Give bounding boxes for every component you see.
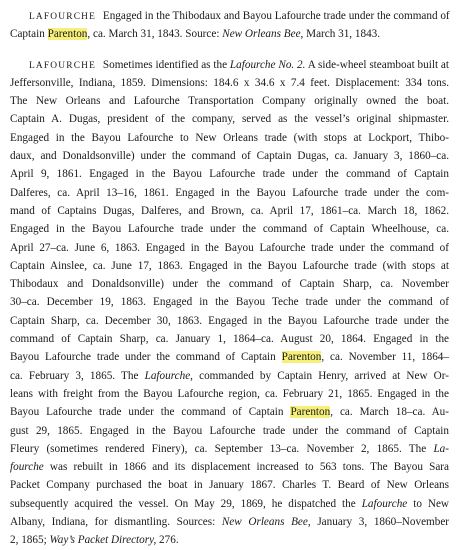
text-line: command of Captain Sharp, ca. January 1, 1864–ca. August 20, 1864. Engaged in the: [10, 333, 449, 346]
text-line: Bayou Lafourche trade under the command of Captain Parenton, ca. November 11, 1864–: [10, 351, 449, 364]
text-line: Thibodaux and Donaldsonville) under the command of Captain Sharp, ca. November: [10, 278, 449, 291]
source-title: Way’s Packet Directory,: [49, 534, 157, 547]
text-line: subsequently acquired the vessel. On May 29, 1869, he dispatched the Lafourche to New: [10, 497, 450, 510]
text-line: April 9, 1861. Engaged in the Bayou Lafourche trade under the command of Captain: [10, 168, 449, 181]
text-line: The New Orleans and Lafourche Transportation Company originally owned the boat.: [10, 95, 449, 108]
text-line: daux, and Donaldsonville) under the command of Captain Dugas, ca. January 3, 1860–ca.: [10, 150, 449, 163]
vessel-name: La-: [433, 442, 449, 455]
text-line: gust 29, 1865. Engaged in the Bayou Lafourche trade under the command of Captain: [10, 424, 449, 437]
vessel-name: Lafourche,: [144, 369, 193, 382]
text-line: mand of Captains Dugas, Dalferes, and Brown, ca. April 17, 1861–ca. March 18, 1862.: [10, 204, 449, 217]
text-line: Captain A. Dugas, president of the company, served as the vessel’s original shipmaster.: [10, 113, 449, 126]
text-line: ca. February 3, 1865. The Lafourche, commanded by Captain Henry, arrived at New Or-: [10, 369, 449, 382]
highlighted-name: Parenton: [290, 406, 331, 419]
vessel-name: Lafourche No. 2.: [229, 58, 306, 71]
highlighted-name: Parenton: [47, 28, 88, 41]
text-line: Captain Sharp, ca. December 30, 1863. Engaged in the Bayou Lafourche trade under the: [10, 314, 449, 327]
text-line: Jeffersonville, Indiana, 1859. Dimensions: 184.6 x 34.6 x 7.4 feet. Displacement: 334 tons.: [10, 76, 449, 89]
text-line: Fleury (sometimes rendered Finery), ca. September 13–ca. November 2, 1865. The La-: [10, 442, 449, 455]
entry-lafourche-1: [10, 7, 449, 44]
text-line: April 27–ca. June 6, 1863. Engaged in the Bayou Lafourche trade under the command of: [10, 241, 449, 254]
text-line: Packet Company purchased the boat in January 1867. Charles T. Beard of New Orleans: [10, 479, 449, 492]
text-line: Engaged in the Bayou Lafourche to New Orleans trade (with stops at Lockport, Thibo-: [10, 131, 449, 144]
text-line: Albany, Indiana, for dismantling. Sources: New Orleans Bee, January 3, 1860–November: [10, 516, 450, 529]
text-line: Bayou Lafourche trade under the command of Captain Parenton, ca. March 18–ca. Au-: [10, 406, 449, 419]
text-line: Captain Parenton, ca. March 31, 1843. Source: New Orleans Bee, March 31, 1843.: [10, 28, 381, 41]
text-line: Dalferes, ca. April 13–16, 1861. Engaged in the Bayou Lafourche trade under the com-: [10, 186, 449, 199]
vessel-name: fourche: [10, 461, 44, 474]
highlighted-name: Parenton: [281, 351, 322, 364]
source-title: New Orleans Bee,: [222, 28, 304, 41]
entry-lafourche-2: [10, 56, 449, 550]
text-line: LAFOURCHE Engaged in the Thibodaux and Bayou Lafourche trade under the command of: [29, 10, 450, 22]
text-line: LAFOURCHE Sometimes identified as the Lafourche No. 2. A side-wheel steamboat built at: [29, 58, 449, 71]
text-line: 2, 1865; Way’s Packet Directory, 276.: [10, 534, 179, 547]
text-line: fourche was rebuilt in 1866 and its displacement increased to 563 tons. The Bayou Sara: [10, 461, 449, 474]
text-line: Engaged in the Bayou Lafourche trade under the command of Captain Wheelhouse, ca.: [10, 223, 449, 236]
vessel-name: Lafourche: [361, 497, 408, 510]
entry-heading: LAFOURCHE: [29, 60, 97, 71]
text-line: 30–ca. December 19, 1863. Engaged in the Bayou Teche trade under the command of: [10, 296, 449, 309]
text-line: leans with freight from the Bayou Lafourche region, ca. February 21, 1865. Engaged in the: [10, 387, 449, 400]
source-title: New Orleans Bee,: [221, 516, 311, 529]
text-line: Captain Ainslee, ca. June 17, 1863. Engaged in the Bayou Lafourche trade (with stops at: [10, 259, 449, 272]
entry-heading: LAFOURCHE: [29, 12, 97, 22]
